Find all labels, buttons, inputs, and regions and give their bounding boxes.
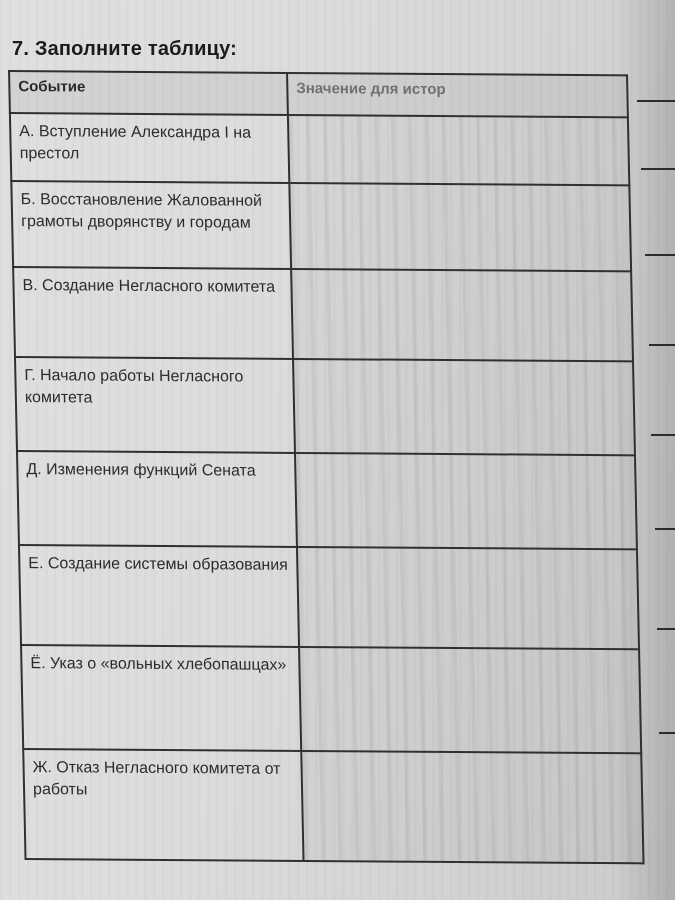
table-row <box>11 181 631 271</box>
header-event: Событие <box>9 71 288 115</box>
task-title: 7. Заполните таблицу: <box>12 38 238 60</box>
event-cell: Ё. Указ о «вольных хлебопашцах» <box>21 645 301 751</box>
table-line-extension <box>657 628 675 630</box>
table-line-extension <box>659 732 675 734</box>
event-cell: Б. Восстановление Жалованной грамоты дворянству и городам <box>11 181 291 269</box>
events-table <box>8 70 645 864</box>
meaning-cell[interactable] <box>295 453 637 549</box>
table-row <box>19 545 639 649</box>
event-cell: В. Создание Негласного комитета <box>13 267 293 359</box>
table-line-extension <box>649 344 675 346</box>
table-row <box>13 267 633 361</box>
event-cell: Е. Создание системы образования <box>19 545 299 647</box>
meaning-cell[interactable] <box>289 183 631 271</box>
table-row <box>21 645 641 753</box>
table-line-extension <box>655 528 675 530</box>
events-table-wrapper <box>8 70 645 864</box>
table-line-extension <box>641 168 675 170</box>
meaning-cell[interactable] <box>291 269 633 361</box>
event-cell: Д. Изменения функций Сената <box>17 451 297 547</box>
table-row <box>10 113 629 185</box>
meaning-cell[interactable] <box>297 547 639 649</box>
event-cell: А. Вступление Александра I на престол <box>10 113 289 183</box>
table-row <box>17 451 637 549</box>
meaning-cell[interactable] <box>301 751 643 863</box>
table-row <box>15 357 635 455</box>
meaning-cell[interactable] <box>299 647 641 753</box>
table-row <box>23 749 643 863</box>
table-line-extension <box>645 254 675 256</box>
event-cell: Г. Начало работы Негласного комитета <box>15 357 295 453</box>
meaning-cell[interactable] <box>293 359 635 455</box>
header-meaning: Значение для истор <box>287 73 628 117</box>
event-cell: Ж. Отказ Негласного комитета от работы <box>23 749 303 861</box>
table-line-extension <box>637 100 675 102</box>
meaning-cell[interactable] <box>288 115 629 185</box>
table-header-row <box>9 71 628 117</box>
table-line-extension <box>651 434 675 436</box>
